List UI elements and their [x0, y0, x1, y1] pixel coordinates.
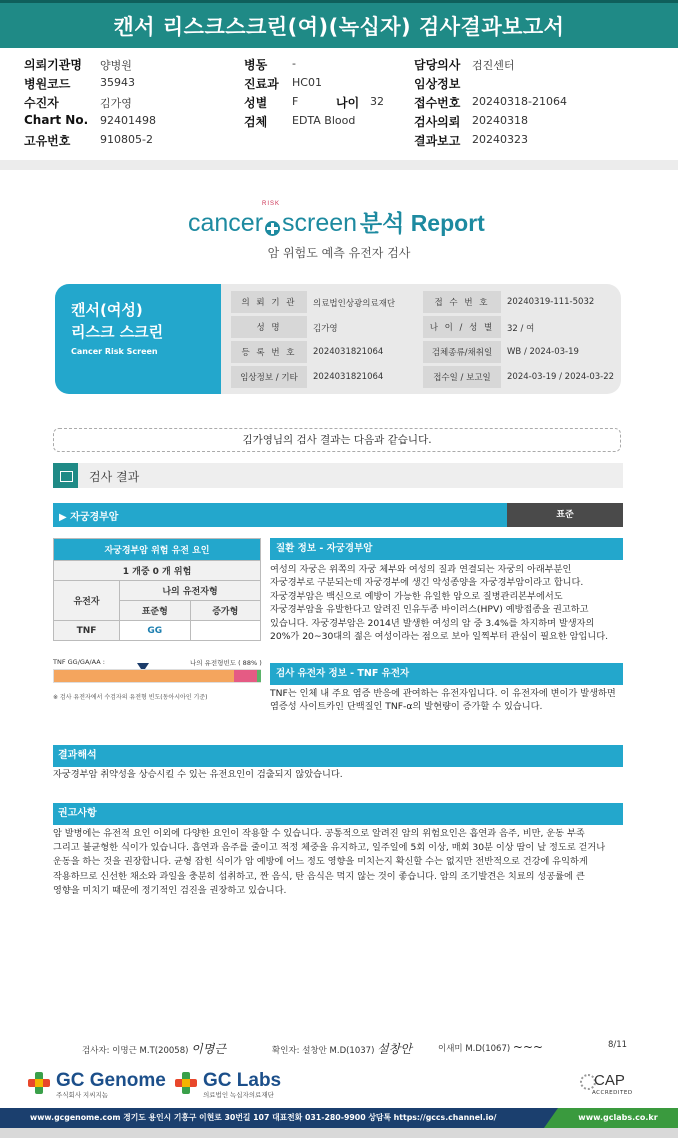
info-value: 의료법인상광의료재단 [313, 299, 396, 309]
info-value: 2024031821064 [313, 372, 384, 382]
info-row [231, 291, 615, 313]
examiner-label: 검사자: [82, 1046, 110, 1056]
patient-meta [24, 56, 664, 152]
meta-label: 검사의뢰 [414, 115, 461, 129]
section-header [53, 463, 623, 488]
text-line: 암 발병에는 유전적 요인 이외에 다양한 요인이 작용할 수 있습니다. 공통적으로 알려진 암의 위험요인은 흡연과 음주, 비만, 운동 부족 [53, 828, 585, 839]
footer-website: www.gclabs.co.kr [558, 1108, 678, 1128]
frequency-segment [234, 670, 257, 682]
cap-text: CAP [594, 1072, 625, 1089]
status-badge: 표준 [507, 503, 623, 527]
recommendation-text [53, 827, 625, 898]
meta-row [24, 56, 664, 75]
meta-value: F [292, 95, 299, 108]
examiner-signature [82, 1040, 226, 1057]
meta-value: 20240323 [472, 133, 528, 146]
category-bar [53, 503, 623, 527]
text-line: 있습니다. 자궁경부암은 2014년 발생한 여성의 암 중 3.4%를 차지하며 발생자의 [270, 617, 595, 629]
info-label: 등 록 번 호 [231, 341, 307, 363]
gc-cross-icon [28, 1072, 50, 1094]
text-line: 20%가 20~30대의 젊은 여성이라는 점으로 보아 일찍부터 관심이 필요한 암입니다. [270, 631, 609, 643]
gc-genome-name: GC Genome [56, 1070, 166, 1091]
text-line: 자궁경부로 구분되는데 자궁경부에 생긴 악성종양을 자궁경부암이라고 합니다. [270, 577, 584, 589]
meta-label: 병원코드 [24, 77, 71, 91]
frequency-note: ※ 검사 유전자에서 수검자의 유전형 빈도(동아시아인 기준) [53, 694, 208, 701]
text-line: 영향을 미치기 때문에 정기적인 검진을 권장하고 있습니다. [53, 884, 287, 896]
info-label: 의 뢰 기 관 [231, 291, 307, 313]
meta-row [24, 75, 664, 94]
page-number: 8/11 [608, 1040, 628, 1050]
meta-label: 병동 [244, 58, 268, 72]
info-value: WB / 2024-03-19 [507, 347, 579, 357]
info-value: 2024-03-19 / 2024-03-22 [507, 372, 615, 382]
meta-row [24, 132, 664, 151]
interpretation-text: 자궁경부암 취약성을 상승시킬 수 있는 유전요인이 검출되지 않았습니다. [53, 769, 343, 780]
frequency-right-label: 나의 유전형빈도 ( 88% ) [190, 659, 262, 667]
info-row [231, 366, 615, 388]
info-row [231, 341, 615, 363]
meta-value: 910805-2 [100, 133, 153, 146]
confirmer2-name: 이새미 M.D(1067) [438, 1044, 511, 1054]
meta-label: 고유번호 [24, 134, 71, 148]
examiner-signature-mark: 이명근 [191, 1042, 226, 1056]
meta-value: HC01 [292, 76, 322, 89]
text-line: 염증성 사이트카인 단백질인 TNF-α의 발현량이 증가할 수 있습니다. [270, 701, 543, 713]
gene-name: TNF [54, 621, 120, 641]
report-subtitle: 암 위험도 예측 유전자 검사 [267, 246, 411, 260]
info-label: 접수일 / 보고일 [423, 366, 501, 388]
meta-row [24, 113, 664, 132]
info-value: 32 / 여 [507, 324, 535, 334]
meta-label: 결과보고 [414, 134, 461, 148]
table-summary: 1 개중 0 개 위험 [54, 561, 261, 581]
folder-icon [53, 463, 78, 488]
meta-label: 성별 [244, 96, 268, 110]
card-title-panel [55, 284, 221, 394]
meta-value: EDTA Blood [292, 114, 356, 127]
cancer-screen-logo [188, 201, 498, 241]
disease-info-text [270, 563, 625, 643]
logo-risk-text: RISK [262, 201, 281, 207]
text-line: 그리고 불균형한 식이가 있습니다. 흡연과 음주를 줄이고 적정 체중을 유지하고, 일주일에 5회 이상, 매회 30분 이상 땀이 날 정도로 걷거나 [53, 842, 606, 854]
standard-header: 표준형 [120, 601, 191, 621]
logo-plus-icon [265, 221, 280, 236]
card-title-line2: 리스크 스크린 [71, 323, 164, 341]
meta-value: 검진센터 [472, 59, 515, 72]
gene-risk-table [53, 538, 261, 641]
gene-header: 유전자 [54, 581, 120, 621]
meta-label: 진료과 [244, 77, 279, 91]
interpretation-title: 결과해석 [53, 745, 623, 767]
info-row [231, 316, 615, 338]
confirmer2-signature [438, 1040, 543, 1054]
gc-genome-subtext: 주식회사 지씨지놈 [56, 1092, 109, 1099]
text-line: 자궁경부암은 백신으로 예방이 가능한 유일한 암으로 질병관리본부에서도 [270, 590, 563, 602]
confirmer-label: 확인자: [272, 1046, 300, 1056]
meta-value: 92401498 [100, 114, 156, 127]
text-line: 운동을 하는 것을 권장합니다. 균형 잡힌 식이가 암 예방에 어느 정도 영향을 미치는지 확신할 수는 없지만 전반적으로 건강에 유익하게 [53, 856, 588, 868]
confirmer1-signature-mark: 설창안 [377, 1042, 412, 1056]
meta-label: 의뢰기관명 [24, 58, 82, 72]
card-title-line1: 캔서(여성) [71, 301, 143, 319]
info-value: 20240319-111-5032 [507, 297, 595, 307]
greeting-box: 김가영님의 검사 결과는 다음과 같습니다. [53, 428, 621, 452]
logo-screen-text: screen [282, 209, 358, 237]
gc-genome-logo [28, 1070, 166, 1099]
meta-value: 김가영 [100, 97, 132, 110]
meta-label: 나이 [336, 96, 360, 110]
card-title-en: Cancer Risk Screen [71, 347, 158, 356]
confirmer1-name: 설창안 M.D(1037) [302, 1046, 375, 1056]
increased-value [190, 621, 261, 641]
disease-info-title: 질환 정보 - 자궁경부암 [270, 538, 623, 560]
divider [0, 160, 678, 170]
footer-address: www.gcgenome.com 경기도 용인시 기흥구 이현로 30번길 107 대표전화 031-280-9900 상담톡 https://gccs.channel.io/ [30, 1113, 497, 1122]
report-title: 캔서 리스크스크린(여)(녹십자) 검사결과보고서 [113, 14, 565, 39]
report-title-banner [0, 0, 678, 48]
meta-label: 접수번호 [414, 96, 461, 110]
section-title: 검사 결과 [89, 470, 140, 484]
frequency-bar [53, 669, 261, 683]
info-label: 임상정보 / 기타 [231, 366, 307, 388]
patient-info-card [55, 284, 621, 394]
info-label: 검체종류/채취일 [423, 341, 501, 363]
meta-label: Chart No. [24, 113, 89, 127]
recommendation-title: 권고사항 [53, 803, 623, 825]
text-line: 작용하므로 신선한 채소와 과일을 충분히 섭취하고, 짠 음식, 탄 음식은 먹지 않는 것이 좋습니다. 암의 조기발견은 치료의 성공률에 큰 [53, 870, 585, 882]
standard-value: GG [120, 621, 191, 641]
meta-label: 검체 [244, 115, 268, 129]
info-label: 나 이 / 성 별 [423, 316, 501, 338]
info-value: 2024031821064 [313, 347, 384, 357]
info-value: 김가영 [313, 324, 338, 334]
gc-labs-logo [175, 1070, 281, 1099]
confirmer-signature [272, 1040, 412, 1057]
meta-value: - [292, 57, 296, 70]
table-title: 자궁경부암 위험 유전 요인 [54, 539, 261, 561]
genotype-header: 나의 유전자형 [120, 581, 261, 601]
gc-labs-subtext: 의료법인 녹십자의료재단 [203, 1092, 274, 1099]
frequency-segment [257, 670, 261, 682]
meta-value: 20240318-21064 [472, 95, 567, 108]
meta-value: 양병원 [100, 59, 132, 72]
gc-cross-icon [175, 1072, 197, 1094]
footer-bottom-strip [0, 1128, 678, 1138]
meta-value: 32 [370, 95, 384, 108]
category-label: ▶ 자궁경부암 [59, 512, 119, 523]
increased-header: 증가형 [190, 601, 261, 621]
text-line: 여성의 자궁은 위쪽의 자궁 체부와 여성의 질과 연결되는 자궁의 아래부분인 [270, 564, 572, 575]
confirmer2-signature-mark: ~~~ [512, 1040, 544, 1054]
footer-bar [0, 1108, 678, 1128]
cap-subtext: ACCREDITED [592, 1090, 633, 1096]
meta-value: 20240318 [472, 114, 528, 127]
meta-label: 담당의사 [414, 58, 461, 72]
text-line: TNF는 인체 내 주요 염증 반응에 관여하는 유전자입니다. 이 유전자에 변이가 발생하면 [270, 688, 616, 699]
meta-row [24, 94, 664, 113]
meta-value: 35943 [100, 76, 135, 89]
logo-analysis-text: 분석 Report [359, 210, 485, 236]
logo-cancer-text: cancer [188, 209, 264, 237]
examiner-name: 이명근 M.T(20058) [112, 1046, 189, 1056]
gene-info-title: 검사 유전자 정보 - TNF 유전자 [270, 663, 623, 685]
meta-label: 수진자 [24, 96, 59, 110]
info-label: 성 명 [231, 316, 307, 338]
gc-labs-name: GC Labs [203, 1070, 282, 1091]
text-line: 자궁경부암을 유발한다고 알려진 인유두종 바이러스(HPV) 예방접종을 권고하고 [270, 604, 589, 616]
gene-info-text [270, 687, 625, 714]
cap-accredited-logo [580, 1072, 644, 1102]
info-label: 접 수 번 호 [423, 291, 501, 313]
meta-label: 임상정보 [414, 77, 461, 91]
frequency-left-label: TNF GG/GA/AA : [53, 658, 105, 666]
